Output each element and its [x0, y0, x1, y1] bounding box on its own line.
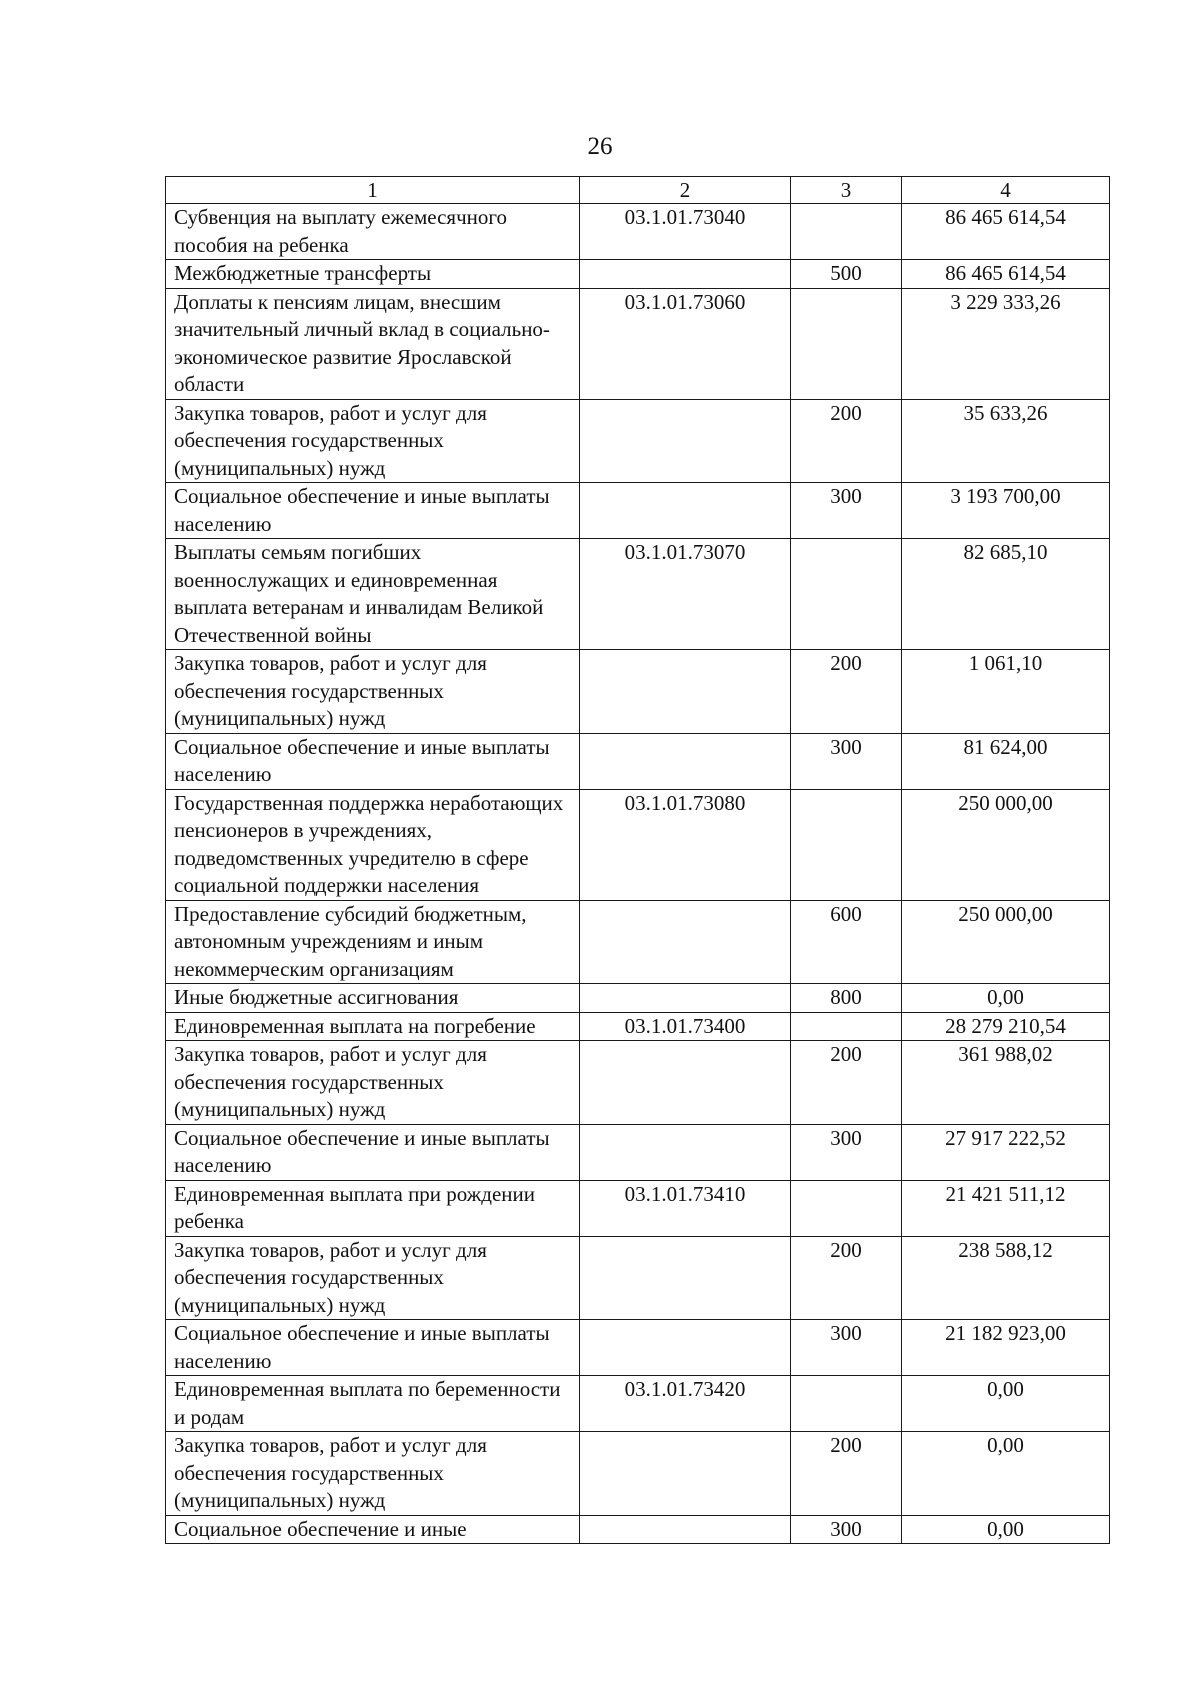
row-type-cell: 200 [791, 399, 902, 483]
row-type-cell [791, 1012, 902, 1041]
row-code-cell [580, 483, 791, 539]
table-row [166, 288, 1110, 399]
row-type-cell: 600 [791, 900, 902, 984]
table-row [166, 900, 1110, 984]
row-name-cell: Предоставление субсидий бюджетным, автономным учреждениям и иным некоммерческим организациям [166, 900, 580, 984]
row-name-cell: Субвенция на выплату ежемесячного пособия на ребенка [166, 204, 580, 260]
header-col-2: 2 [580, 177, 791, 204]
row-type-cell [791, 1180, 902, 1236]
row-code-cell: 03.1.01.73420 [580, 1376, 791, 1432]
row-amount-cell: 3 229 333,26 [902, 288, 1110, 399]
row-name-cell: Закупка товаров, работ и услуг для обеспечения государственных (муниципальных) нужд [166, 1041, 580, 1125]
table-row [166, 984, 1110, 1013]
row-type-cell: 200 [791, 1041, 902, 1125]
row-code-cell: 03.1.01.73070 [580, 539, 791, 650]
row-type-cell: 300 [791, 1124, 902, 1180]
row-name-cell: Социальное обеспечение и иные выплаты населению [166, 1124, 580, 1180]
row-amount-cell: 250 000,00 [902, 900, 1110, 984]
row-code-cell [580, 260, 791, 289]
row-name-cell: Социальное обеспечение и иные выплаты населению [166, 483, 580, 539]
row-type-cell: 300 [791, 1320, 902, 1376]
row-name-cell: Единовременная выплата на погребение [166, 1012, 580, 1041]
row-name-cell: Социальное обеспечение и иные выплаты населению [166, 733, 580, 789]
row-name-cell: Закупка товаров, работ и услуг для обеспечения государственных (муниципальных) нужд [166, 1236, 580, 1320]
row-name-cell: Социальное обеспечение и иные [166, 1515, 580, 1544]
table-row [166, 1180, 1110, 1236]
table-row [166, 1432, 1110, 1516]
row-amount-cell: 1 061,10 [902, 650, 1110, 734]
row-amount-cell: 0,00 [902, 1432, 1110, 1516]
row-type-cell [791, 789, 902, 900]
row-amount-cell: 250 000,00 [902, 789, 1110, 900]
page-number: 26 [587, 133, 613, 160]
row-type-cell: 500 [791, 260, 902, 289]
row-name-cell: Единовременная выплата по беременности и родам [166, 1376, 580, 1432]
row-name-cell: Социальное обеспечение и иные выплаты населению [166, 1320, 580, 1376]
row-amount-cell: 81 624,00 [902, 733, 1110, 789]
row-type-cell [791, 1376, 902, 1432]
row-code-cell [580, 1041, 791, 1125]
row-amount-cell: 82 685,10 [902, 539, 1110, 650]
row-code-cell [580, 650, 791, 734]
row-type-cell [791, 204, 902, 260]
row-name-cell: Государственная поддержка неработающих пенсионеров в учреждениях, подведомственных учредителю в сфере социальной поддержки населения [166, 789, 580, 900]
table-row [166, 483, 1110, 539]
row-code-cell [580, 733, 791, 789]
row-amount-cell: 21 421 511,12 [902, 1180, 1110, 1236]
table-row [166, 1012, 1110, 1041]
row-code-cell [580, 1515, 791, 1544]
row-type-cell: 200 [791, 1432, 902, 1516]
row-amount-cell: 0,00 [902, 984, 1110, 1013]
row-amount-cell: 21 182 923,00 [902, 1320, 1110, 1376]
row-name-cell: Доплаты к пенсиям лицам, внесшим значительный личный вклад в социально-экономическое развитие Ярославской области [166, 288, 580, 399]
row-type-cell [791, 539, 902, 650]
table-row [166, 1041, 1110, 1125]
row-amount-cell: 0,00 [902, 1376, 1110, 1432]
row-code-cell [580, 1124, 791, 1180]
row-amount-cell: 238 588,12 [902, 1236, 1110, 1320]
header-col-4: 4 [902, 177, 1110, 204]
table-row [166, 204, 1110, 260]
table-row [166, 1515, 1110, 1544]
row-code-cell [580, 1236, 791, 1320]
row-amount-cell: 35 633,26 [902, 399, 1110, 483]
table-row [166, 260, 1110, 289]
row-amount-cell: 86 465 614,54 [902, 204, 1110, 260]
row-type-cell [791, 288, 902, 399]
row-amount-cell: 28 279 210,54 [902, 1012, 1110, 1041]
budget-table [165, 176, 1110, 1544]
row-name-cell: Межбюджетные трансферты [166, 260, 580, 289]
row-code-cell: 03.1.01.73400 [580, 1012, 791, 1041]
row-amount-cell: 0,00 [902, 1515, 1110, 1544]
table-row [166, 1376, 1110, 1432]
row-amount-cell: 27 917 222,52 [902, 1124, 1110, 1180]
row-type-cell: 300 [791, 1515, 902, 1544]
row-type-cell: 200 [791, 650, 902, 734]
header-col-1: 1 [166, 177, 580, 204]
table-row [166, 399, 1110, 483]
row-name-cell: Иные бюджетные ассигнования [166, 984, 580, 1013]
row-name-cell: Закупка товаров, работ и услуг для обеспечения государственных (муниципальных) нужд [166, 1432, 580, 1516]
row-type-cell: 300 [791, 733, 902, 789]
row-type-cell: 800 [791, 984, 902, 1013]
row-code-cell: 03.1.01.73040 [580, 204, 791, 260]
row-amount-cell: 361 988,02 [902, 1041, 1110, 1125]
row-code-cell [580, 1320, 791, 1376]
row-name-cell: Единовременная выплата при рождении ребенка [166, 1180, 580, 1236]
row-amount-cell: 86 465 614,54 [902, 260, 1110, 289]
table-row [166, 1124, 1110, 1180]
row-name-cell: Закупка товаров, работ и услуг для обеспечения государственных (муниципальных) нужд [166, 650, 580, 734]
row-name-cell: Закупка товаров, работ и услуг для обеспечения государственных (муниципальных) нужд [166, 399, 580, 483]
table-row [166, 539, 1110, 650]
row-code-cell [580, 900, 791, 984]
budget-table-body [166, 177, 1110, 1544]
table-row [166, 733, 1110, 789]
header-col-3: 3 [791, 177, 902, 204]
row-code-cell: 03.1.01.73060 [580, 288, 791, 399]
row-type-cell: 300 [791, 483, 902, 539]
table-header-row [166, 177, 1110, 204]
row-code-cell [580, 399, 791, 483]
row-type-cell: 200 [791, 1236, 902, 1320]
row-code-cell: 03.1.01.73080 [580, 789, 791, 900]
row-code-cell [580, 1432, 791, 1516]
row-amount-cell: 3 193 700,00 [902, 483, 1110, 539]
table-row [166, 789, 1110, 900]
table-row [166, 1320, 1110, 1376]
row-code-cell [580, 984, 791, 1013]
table-row [166, 650, 1110, 734]
table-row [166, 1236, 1110, 1320]
row-name-cell: Выплаты семьям погибших военнослужащих и единовременная выплата ветеранам и инвалидам Великой Отечественной войны [166, 539, 580, 650]
row-code-cell: 03.1.01.73410 [580, 1180, 791, 1236]
